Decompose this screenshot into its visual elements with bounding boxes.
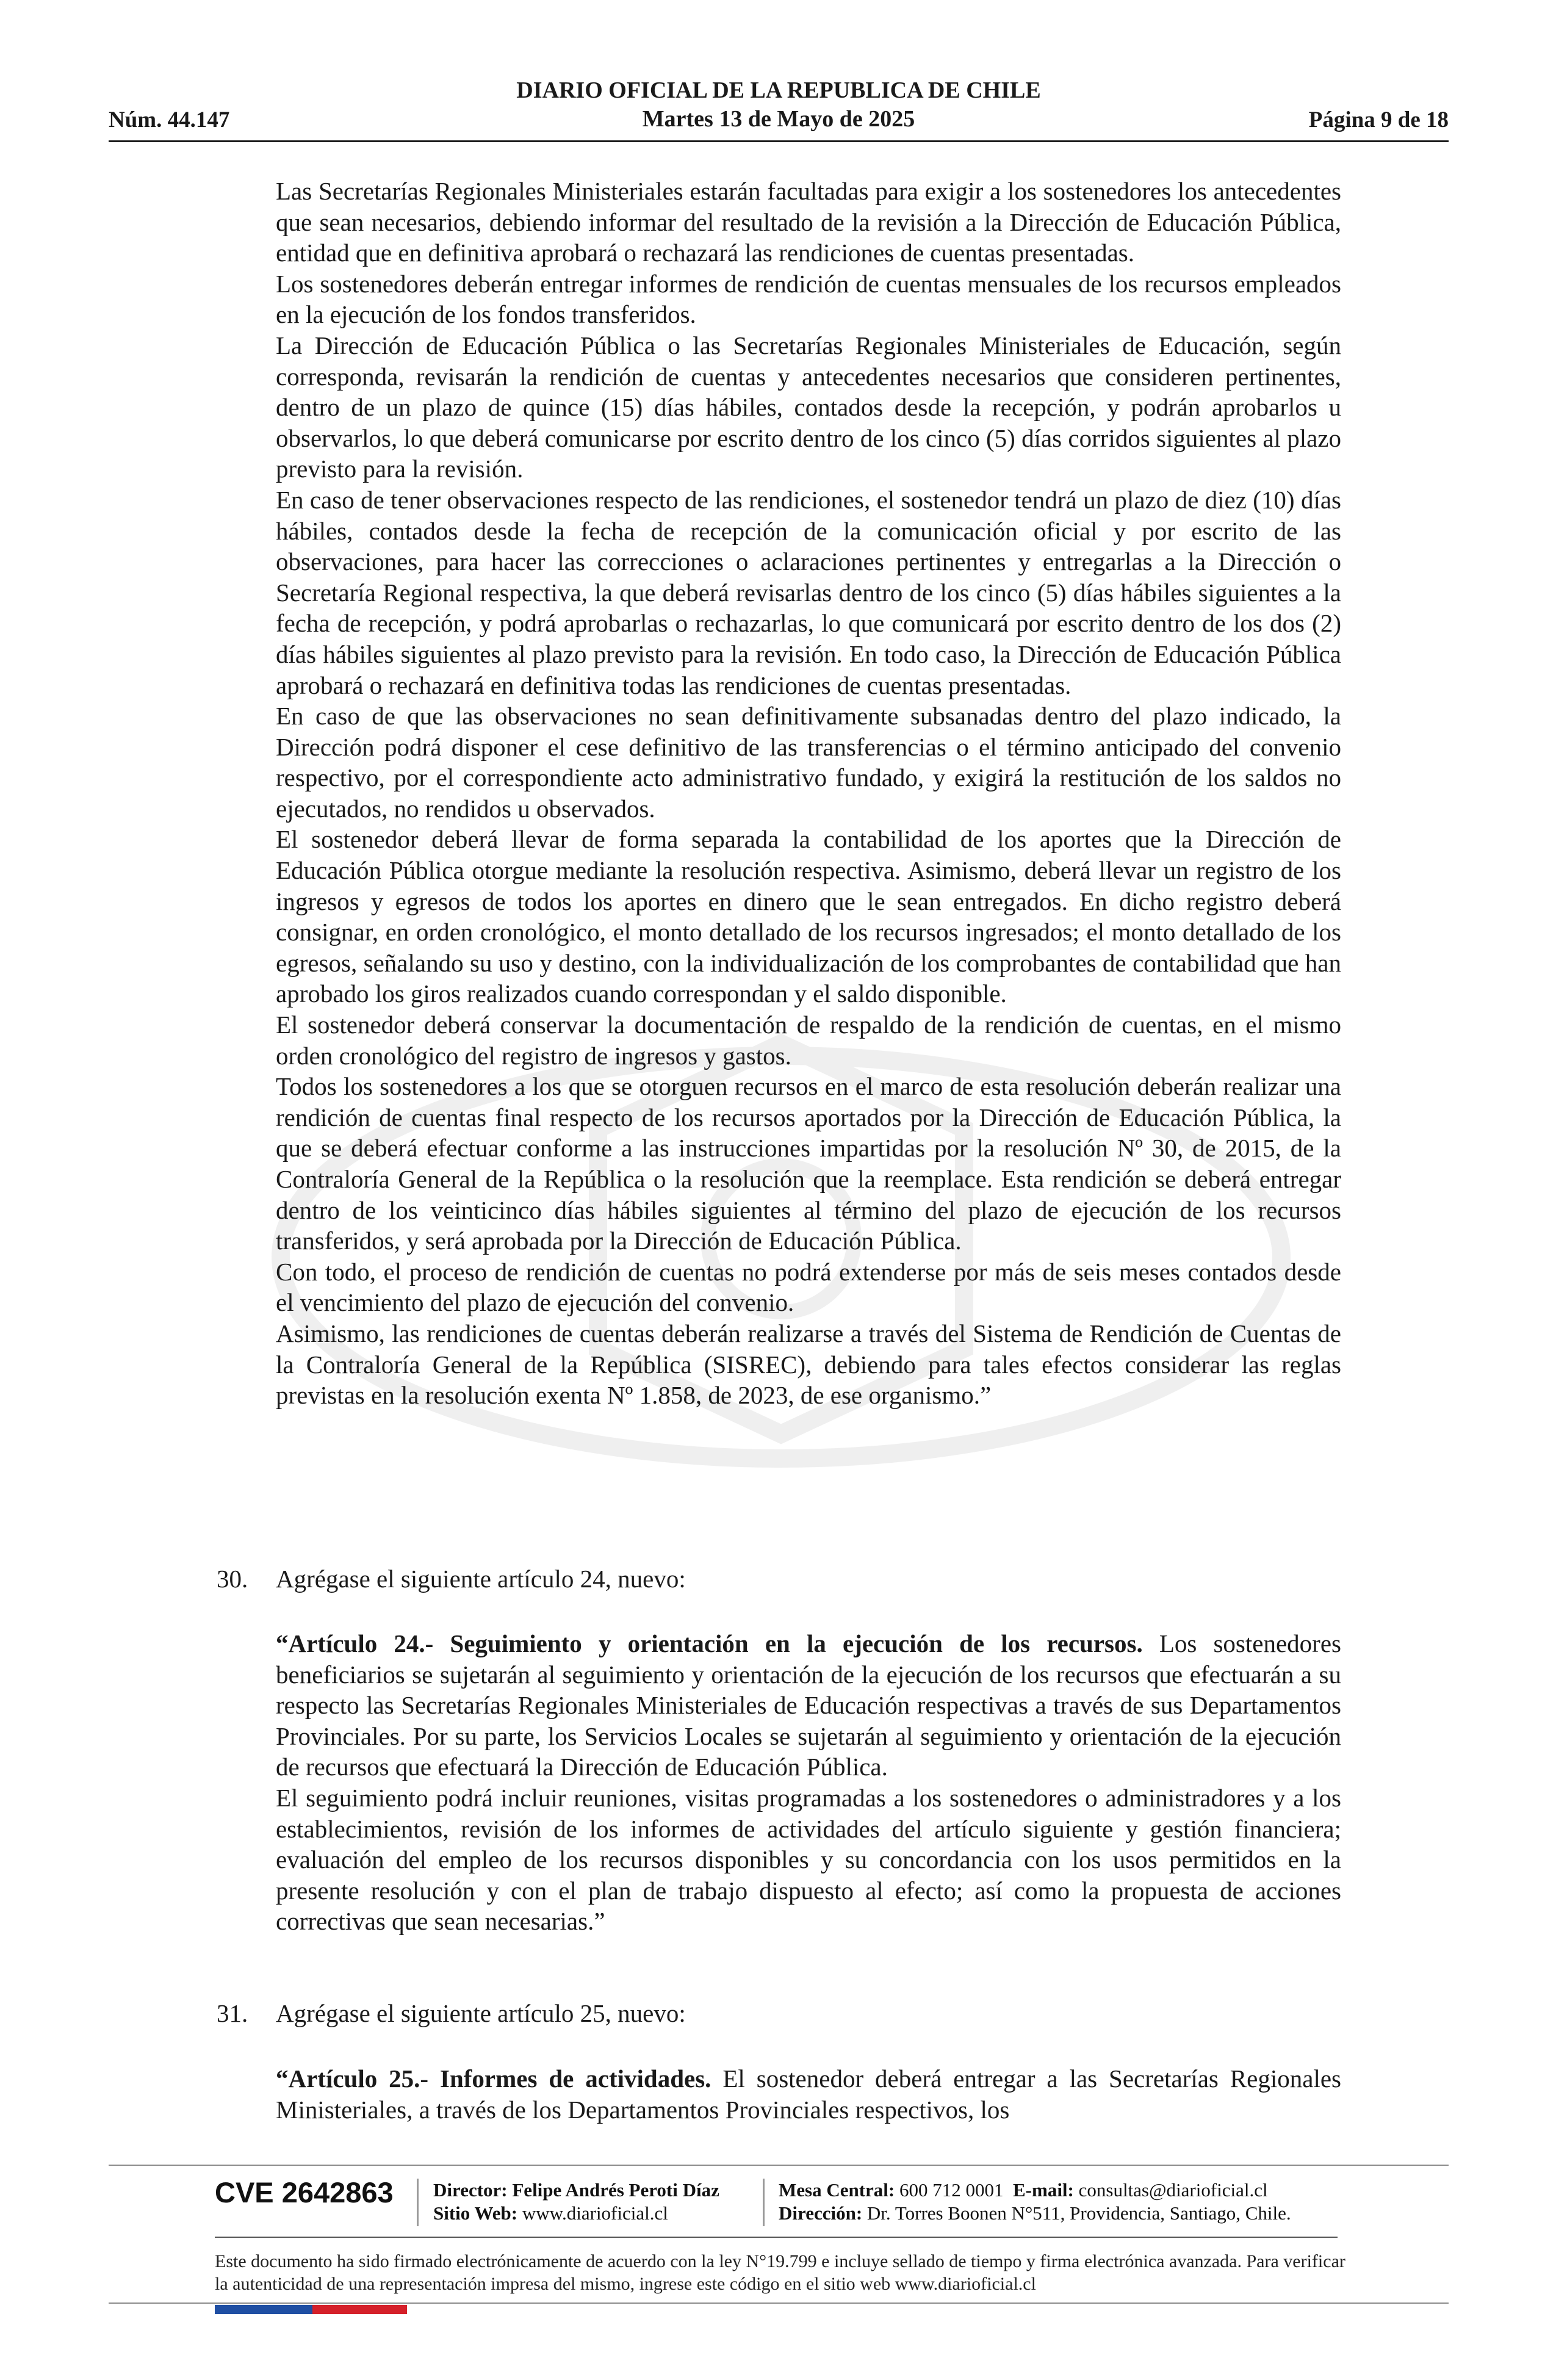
- list-item-31: [217, 1998, 686, 2028]
- article-24: [276, 1628, 1341, 1937]
- footer-divider: [763, 2179, 765, 2226]
- signature-note: Este documento ha sido firmado electrónicamente de acuerdo con la ley N°19.799 e incluye sellado de tiempo y firma electrónica avanzada. Para verificar la autenticidad de una representación impresa del mismo, ingrese este código en el sitio web www.diarioficial.cl: [215, 2251, 1345, 2294]
- footer-director-block: [433, 2179, 719, 2225]
- web-link[interactable]: www.diarioficial.cl: [522, 2202, 668, 2224]
- paragraph: En caso de tener observaciones respecto de las rendiciones, el sostenedor tendrá un plazo de diez (10) días hábiles, contados desde la fecha de recepción de la comunicación oficial y por escrito de las observaciones, para hacer las correcciones o aclaraciones pertinentes y entregarlas a la Dirección o Secretaría Regional respectiva, la que deberá revisarlas dentro de los cinco (5) días hábiles siguientes a la fecha de recepción, y podrá aprobarlas o rechazarlas, lo que comunicará por escrito dentro de los dos (2) días hábiles siguientes al plazo previsto para la revisión. En todo caso, la Dirección de Educación Pública aprobará o rechazará en definitiva todas las rendiciones de cuentas presentadas.: [276, 485, 1341, 699]
- phone-number: 600 712 0001: [899, 2179, 1004, 2201]
- paragraph: En caso de que las observaciones no sean definitivamente subsanadas dentro del plazo indicado, la Dirección podrá disponer el cese definitivo de las transferencias o el término anticipado del convenio respectivo, por el correspondiente acto administrativo fundado, y exigirá la restitución de los saldos no ejecutados, no rendidos u observados.: [276, 702, 1341, 823]
- footer-rule: [109, 2165, 1449, 2166]
- director-label: Director:: [433, 2179, 508, 2201]
- body-text: [276, 176, 1341, 1411]
- paragraph: Con todo, el proceso de rendición de cuentas no podrá extenderse por más de seis meses contados desde el vencimiento del plazo de ejecución del convenio.: [276, 1257, 1341, 1317]
- list-item-text: Agrégase el siguiente artículo 24, nuevo:: [276, 1565, 686, 1593]
- article-title: “Artículo 24.- Seguimiento y orientación en la ejecución de los recursos.: [276, 1629, 1143, 1657]
- article-paragraph: [276, 1628, 1341, 1783]
- list-item-number: 31.: [217, 1999, 248, 2027]
- article-title: “Artículo 25.- Informes de actividades.: [276, 2064, 711, 2093]
- paragraph: El sostenedor deberá llevar de forma separada la contabilidad de los aportes que la Dirección de Educación Pública otorgue mediante la resolución respectiva. Asimismo, deberá llevar un registro de los ingresos y egresos de todos los aportes en dinero que le sean entregados. En dicho registro deberá consignar, en orden cronológico, el monto detallado de los recursos ingresados; el monto detallado de los egresos, señalando su uso y destino, con la individualización de los comprobantes de contabilidad que han aprobado los giros realizados cuando correspondan y el saldo disponible.: [276, 825, 1341, 1008]
- newspaper-title: DIARIO OFICIAL DE LA REPUBLICA DE CHILE: [516, 78, 1041, 103]
- phone-label: Mesa Central:: [779, 2179, 895, 2201]
- web-label: Sitio Web:: [433, 2202, 518, 2224]
- article-25: [276, 2063, 1341, 2125]
- paragraph: Las Secretarías Regionales Ministeriales estarán facultadas para exigir a los sostenedores los antecedentes que sean necesarios, debiendo informar del resultado de la revisión a la Dirección de Educación Pública, entidad que en definitiva aprobará o rechazará las rendiciones de cuentas presentadas.: [276, 177, 1341, 267]
- director-name: Felipe Andrés Peroti Díaz: [512, 2179, 719, 2201]
- page-header: [109, 76, 1449, 143]
- article-text: Los sostenedores beneficiarios se sujetarán al seguimiento y orientación de la ejecución de los recursos que efectuarán a su respecto las Secretarías Regionales Ministeriales de Educación respectivas a través de sus Departamentos Provinciales. Por su parte, los Servicios Locales se sujetarán al seguimiento y orientación de la ejecución de recursos que efectuará la Dirección de Educación Pública.: [276, 1629, 1341, 1781]
- email-label: E-mail:: [1013, 2179, 1074, 2201]
- issue-date: Martes 13 de Mayo de 2025: [642, 106, 915, 132]
- footer-inner-rule: [215, 2237, 1338, 2238]
- article-paragraph: El seguimiento podrá incluir reuniones, visitas programadas a los sostenedores o administradores y a los establecimientos, revisión de los informes de actividades del artículo siguiente y gestión financiera; evaluación del empleo de los recursos disponibles y su concordancia con los usos permitidos en la presente resolución y con el plan de trabajo dispuesto al efecto; así como la propuesta de acciones correctivas que sean necesarias.”: [276, 1783, 1341, 1936]
- flag-bar-red: [312, 2305, 407, 2314]
- page-number: Página 9 de 18: [1308, 107, 1449, 132]
- paragraph: Asimismo, las rendiciones de cuentas deberán realizarse a través del Sistema de Rendición de Cuentas de la Contraloría General de la República (SISREC), debiendo para tales efectos considerar las reglas previstas en la resolución exenta Nº 1.858, de 2023, de ese organismo.”: [276, 1319, 1341, 1410]
- paragraph: La Dirección de Educación Pública o las Secretarías Regionales Ministeriales de Educación, según corresponda, revisarán la rendición de cuentas y antecedentes necesarios que consideren pertinentes, dentro de un plazo de quince (15) días hábiles, contados desde la recepción, y podrán aprobarlos u observarlos, lo que deberá comunicarse por escrito dentro de los cinco (5) días corridos siguientes al plazo previsto para la revisión.: [276, 331, 1341, 483]
- article-text: El sostenedor deberá entregar a las Secretarías Regionales Ministeriales, a través de los Departamentos Provinciales respectivos, los: [276, 2064, 1341, 2124]
- address-text: Dr. Torres Boonen N°511, Providencia, Santiago, Chile.: [866, 2202, 1291, 2224]
- header-rule: [109, 140, 1449, 142]
- paragraph: Todos los sostenedores a los que se otorguen recursos en el marco de esta resolución deberán realizar una rendición de cuentas final respecto de los recursos aportados por la Dirección de Educación Pública, la que se deberá efectuar conforme a las instrucciones impartidas por la resolución Nº 30, de 2015, de la Contraloría General de la República o la resolución que la reemplace. Esta rendición se deberá entregar dentro de los veinticinco días hábiles siguientes al término del plazo de ejecución de los recursos transferidos, y será aprobada por la Dirección de Educación Pública.: [276, 1072, 1341, 1255]
- email-link[interactable]: consultas@diarioficial.cl: [1078, 2179, 1268, 2201]
- flag-bar-blue: [215, 2305, 312, 2314]
- cve-code: CVE 2642863: [215, 2176, 394, 2209]
- list-item-text: Agrégase el siguiente artículo 25, nuevo:: [276, 1999, 686, 2027]
- article-paragraph: [276, 2063, 1341, 2125]
- footer-divider: [417, 2179, 419, 2226]
- paragraph: Los sostenedores deberán entregar informes de rendición de cuentas mensuales de los recursos empleados en la ejecución de los fondos transferidos.: [276, 269, 1341, 329]
- address-label: Dirección:: [779, 2202, 863, 2224]
- footer-bottom-rule: [109, 2302, 1449, 2304]
- list-item-number: 30.: [217, 1565, 248, 1593]
- issue-number: Núm. 44.147: [109, 107, 230, 132]
- list-item-30: [217, 1563, 686, 1594]
- footer-contact-block: [779, 2179, 1291, 2225]
- header-center: [109, 76, 1449, 134]
- paragraph: El sostenedor deberá conservar la documentación de respaldo de la rendición de cuentas, en el mismo orden cronológico del registro de ingresos y gastos.: [276, 1011, 1341, 1070]
